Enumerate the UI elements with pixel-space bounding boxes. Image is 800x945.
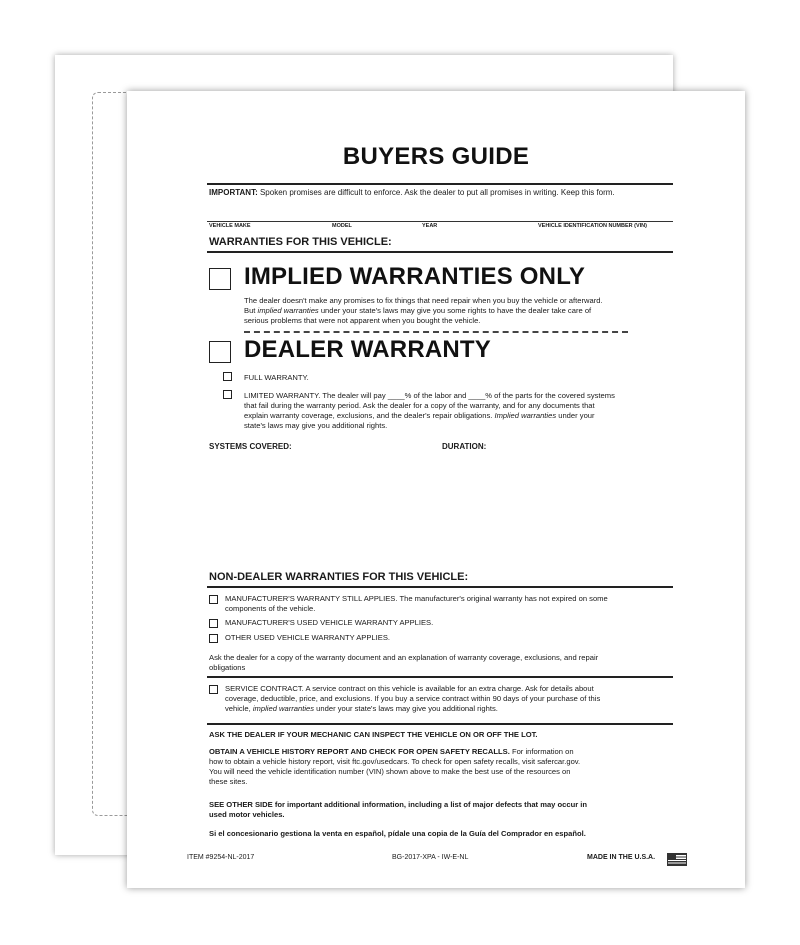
limited-line-4: state's laws may give you additional rights. <box>244 421 388 430</box>
ask-line-2: obligations <box>209 663 246 672</box>
implied-warranties-description <box>244 296 603 326</box>
implied-line-2: But implied warranties under your state's laws may give you some rights to have the dealer take care of <box>244 306 592 315</box>
ask-dealer-note <box>209 653 598 673</box>
full-warranty-label: FULL WARRANTY. <box>244 373 309 382</box>
duration-label: DURATION: <box>442 442 487 451</box>
other-used-warranty-checkbox[interactable] <box>209 634 218 643</box>
page-title: BUYERS GUIDE <box>342 143 530 170</box>
divider <box>207 723 673 725</box>
limited-line-1: LIMITED WARRANTY. The dealer will pay ____% of the labor and ____% of the parts for the covered systems <box>244 391 615 400</box>
full-warranty-checkbox[interactable] <box>223 372 232 381</box>
other-used-warranty-label: OTHER USED VEHICLE WARRANTY APPLIES. <box>225 633 390 642</box>
limited-line-2: that fail during the warranty period. Ask the dealer for a copy of the warranty, and for any documents that <box>244 401 595 410</box>
divider <box>207 251 673 253</box>
spanish-note: Si el concesionario gestiona la venta en español, pídale una copia de la Guía del Comprador en español. <box>209 829 586 838</box>
mechanic-inspection-note: ASK THE DEALER IF YOUR MECHANIC CAN INSPECT THE VEHICLE ON OR OFF THE LOT. <box>209 730 538 739</box>
see-other-side-note <box>209 800 587 820</box>
implied-warranties-title: IMPLIED WARRANTIES ONLY <box>244 263 586 290</box>
opt1-line-1: MANUFACTURER'S WARRANTY STILL APPLIES. The manufacturer's original warranty has not expired on some <box>225 594 608 603</box>
vehicle-make-label: VEHICLE MAKE <box>209 223 251 229</box>
vehicle-history-note <box>209 747 580 787</box>
limited-warranty-checkbox[interactable] <box>223 390 232 399</box>
service-contract-text <box>225 684 600 714</box>
made-in-usa: MADE IN THE U.S.A. <box>587 854 656 861</box>
other-side-line-1: SEE OTHER SIDE for important additional information, including a list of major defects that may occur in <box>209 800 588 809</box>
service-contract-checkbox[interactable] <box>209 685 218 694</box>
vehicle-info-line <box>207 221 673 222</box>
manufacturer-warranty-text <box>225 594 608 614</box>
buyers-guide-sheet <box>127 91 745 888</box>
ask-line-1: Ask the dealer for a copy of the warranty document and an explanation of warranty coverage, exclusions, and repair <box>209 653 599 662</box>
us-flag-icon <box>667 853 687 866</box>
model-label: MODEL <box>332 223 352 229</box>
important-label: IMPORTANT: <box>209 188 258 197</box>
history-line-3: You will need the vehicle identification number (VIN) shown above to make the best use of the resources on <box>209 767 571 776</box>
year-label: YEAR <box>422 223 438 229</box>
limited-warranty-text <box>244 391 615 431</box>
manufacturer-warranty-checkbox[interactable] <box>209 595 218 604</box>
systems-covered-area[interactable] <box>209 456 673 566</box>
dealer-warranty-checkbox[interactable] <box>209 341 231 363</box>
divider <box>207 183 673 185</box>
history-line-2: how to obtain a vehicle history report, visit ftc.gov/usedcars. To check for open safety recalls, visit safercar.gov. <box>209 757 581 766</box>
limited-line-3: explain warranty coverage, exclusions, and the dealer's repair obligations. Implied warranties under your <box>244 411 595 420</box>
service-line-3: vehicle, implied warranties under your state's laws may give you additional rights. <box>225 704 498 713</box>
non-dealer-heading: NON-DEALER WARRANTIES FOR THIS VEHICLE: <box>209 571 469 583</box>
implied-warranties-checkbox[interactable] <box>209 268 231 290</box>
manufacturer-used-warranty-checkbox[interactable] <box>209 619 218 628</box>
other-side-line-2: used motor vehicles. <box>209 810 285 819</box>
dashed-divider <box>244 331 628 333</box>
dealer-warranty-title: DEALER WARRANTY <box>244 336 491 363</box>
divider <box>207 586 673 588</box>
vin-label: VEHICLE IDENTIFICATION NUMBER (VIN) <box>538 223 647 229</box>
history-line-1: OBTAIN A VEHICLE HISTORY REPORT AND CHECK FOR OPEN SAFETY RECALLS. For information on <box>209 747 574 756</box>
opt1-line-2: components of the vehicle. <box>225 604 316 613</box>
important-notice <box>209 188 615 197</box>
implied-line-3: serious problems that were not apparent when you bought the vehicle. <box>244 316 481 325</box>
important-text: Spoken promises are difficult to enforce. Ask the dealer to put all promises in writing. Keep this form. <box>259 188 615 197</box>
history-line-4: these sites. <box>209 777 248 786</box>
service-line-1: SERVICE CONTRACT. A service contract on this vehicle is available for an extra charge. Ask for details about <box>225 684 594 693</box>
warranties-heading: WARRANTIES FOR THIS VEHICLE: <box>209 236 392 248</box>
item-number: ITEM #9254-NL-2017 <box>187 854 255 861</box>
divider <box>207 676 673 678</box>
service-line-2: coverage, deductible, price, and exclusions. If you buy a service contract within 90 days of your purchase of this <box>225 694 601 703</box>
form-code: BG-2017-XPA - IW-E-NL <box>392 854 469 861</box>
systems-covered-label: SYSTEMS COVERED: <box>209 442 292 451</box>
manufacturer-used-warranty-label: MANUFACTURER'S USED VEHICLE WARRANTY APPLIES. <box>225 618 434 627</box>
implied-line-1: The dealer doesn't make any promises to fix things that need repair when you buy the vehicle or afterward. <box>244 296 603 305</box>
